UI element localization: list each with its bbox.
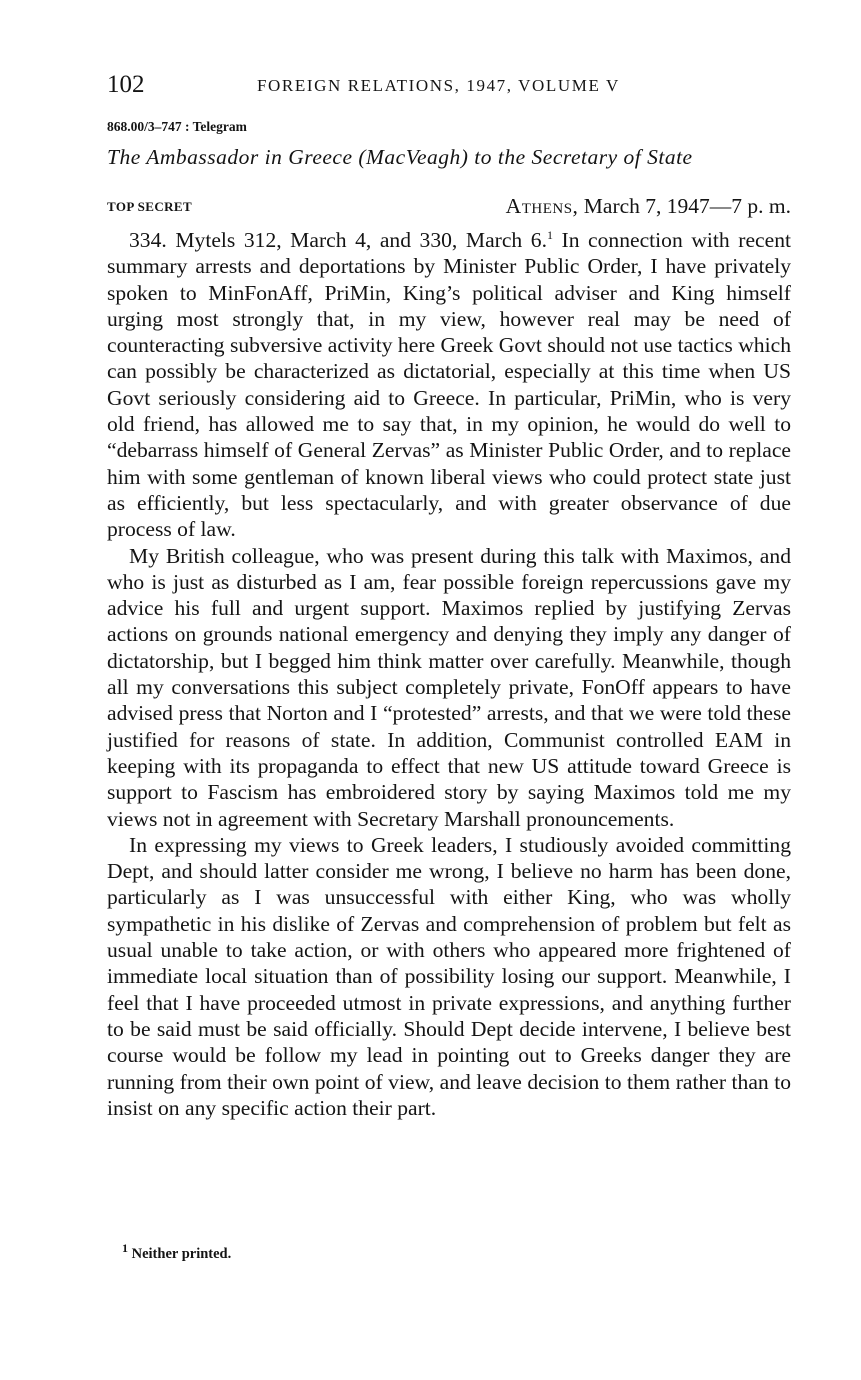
classification-label: TOP SECRET — [107, 199, 193, 214]
running-head — [107, 70, 791, 102]
dateline-date: March 7, 1947—7 p. m. — [578, 194, 791, 218]
paragraph-1-text: In connection with recent summary arrests and deportations by Minister Public Order, I have privately spoken to MinFonAff, PriMin, King’s political adviser and King himself urging most strongly that, in my view, however real may be need of counteracting subversive activity here Greek Govt should not use tactics which can possibly be characterized as dictatorial, especially at this time when US Govt seriously considering aid to Greece. In particular, PriMin, who is very old friend, has allowed me to say that, in my opinion, he would do well to “debarrass himself of General Zervas” as Minister Public Order, and to replace him with some gentleman of known liberal views who could protect state just as efficiently, but less spectacularly, and with greater observance of due process of law. — [107, 228, 791, 542]
page-number: 102 — [107, 71, 145, 98]
dateline-city: Athens, — [505, 194, 579, 218]
footnote-reference: 1 — [546, 227, 553, 242]
volume-title: FOREIGN RELATIONS, 1947, VOLUME V — [257, 76, 620, 95]
footnote — [122, 1241, 232, 1264]
paragraph-1-opening: 334. Mytels 312, March 4, and 330, March 6. — [129, 228, 547, 252]
paragraph-2: My British colleague, who was present during this talk with Maximos, and who is just as disturbed as I am, fear possible foreign repercussions gave my advice his full and urgent support. Maximos replied by justifying Zervas actions on grounds national emergency and denying they imply any danger of dictatorship, but I begged him think matter over carefully. Meanwhile, though all my conversations this subject completely private, FonOff appears to have advised press that Norton and I “protested” arrests, and that we were told these justified for reasons of state. In addition, Communist controlled EAM in keeping with its propaganda to effect that new US attitude toward Greece is support to Fascism has embroidered story by saying Maximos told me my views not in agreement with Secretary Marshall pronouncements. — [107, 543, 791, 831]
dateline — [506, 193, 791, 219]
footnote-text: Neither printed. — [128, 1246, 232, 1262]
footnote-marker: 1 — [122, 1241, 128, 1256]
file-number: 868.00/3–747 : Telegram — [107, 119, 247, 134]
paragraph-3: In expressing my views to Greek leaders, I studiously avoided committing Dept, and should latter consider me wrong, I believe no harm has been done, particularly as I was unsuccessful with either King, who was wholly sympathetic in his dislike of Zervas and comprehension of problem but felt as usual unable to take action, or with others who appeared more frightened of immediate local situation than of possibility losing our support. Meanwhile, I feel that I have proceeded utmost in private expressions, and anything further to be said must be said officially. Should Dept decide intervene, I believe best course would be follow my lead in pointing out to Greeks danger they are running from their own point of view, and leave decision to them rather than to insist on any specific action their part. — [107, 832, 791, 1120]
paragraph-1 — [107, 227, 791, 543]
telegram-body — [107, 227, 791, 1121]
document-heading: The Ambassador in Greece (MacVeagh) to the Secretary of State — [107, 145, 693, 169]
